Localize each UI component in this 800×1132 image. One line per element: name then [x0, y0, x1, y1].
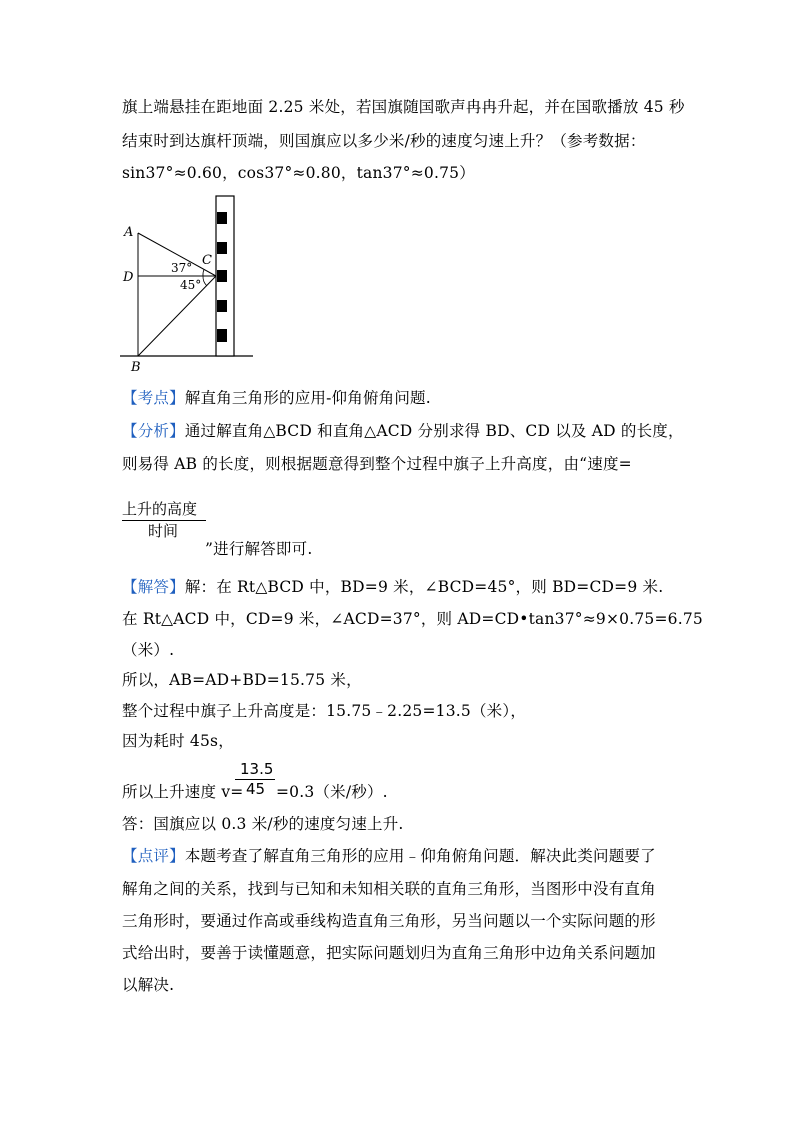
fenxi-frac-denominator: 时间	[148, 522, 179, 540]
jieda-frac-denominator: 45	[246, 780, 266, 798]
flagpole-block-1	[217, 212, 227, 224]
jieda-text-1: 解：在 Rt△BCD 中，BD=9 米，∠BCD=45°，则 BD=CD=9 米.	[184, 578, 664, 596]
jieda-line-2: 在 Rt△ACD 中，CD=9 米，∠ACD=37°，则 AD=CD•tan37°≈9×0.75=6.75	[122, 610, 703, 628]
jieda-line-7-pre: 所以上升速度 v=	[122, 783, 244, 801]
flagpole-block-4	[217, 300, 227, 312]
flagpole-block-3	[217, 270, 227, 282]
label-c: C	[202, 253, 212, 268]
jieda-line-5: 整个过程中旗子上升高度是：15.75﹣2.25=13.5（米），	[122, 702, 527, 720]
jieda-tag: 【解答】	[122, 578, 185, 596]
dianping-line-4: 式给出时，要善于读懂题意，把实际问题划归为直角三角形中边角关系问题加	[122, 944, 656, 962]
problem-line-2: 结束时到达旗杆顶端，则国旗应以多少米/秒的速度匀速上升？（参考数据：	[122, 132, 646, 150]
jieda-frac-numerator: 13.5	[240, 760, 274, 778]
label-b: B	[131, 360, 141, 375]
fenxi-line-2: 则易得 AB 的长度，则根据题意得到整个过程中旗子上升高度，由“速度=	[122, 455, 632, 473]
label-d: D	[123, 270, 134, 285]
dianping-line-2: 解角之间的关系，找到与已知和未知相关联的直角三角形，当图形中没有直角	[122, 880, 656, 898]
flagpole-block-2	[217, 242, 227, 254]
flagpole-block-5	[217, 329, 227, 342]
jieda-line-8: 答：国旗应以 0.3 米/秒的速度匀速上升.	[122, 815, 404, 833]
problem-line-1: 旗上端悬挂在距地面 2.25 米处，若国旗随国歌声冉冉升起，并在国歌播放 45 秒	[122, 98, 685, 116]
jieda-line-1	[122, 577, 663, 597]
segment-bc	[138, 276, 216, 356]
label-angle-45: 45°	[180, 278, 202, 292]
fenxi-frac-bar	[122, 520, 206, 521]
angle-arc-45	[203, 276, 207, 286]
label-a: A	[124, 225, 134, 240]
dianping-text-1: 本题考查了解直角三角形的应用﹣仰角俯角问题．解决此类问题要了	[184, 847, 656, 865]
geometry-figure	[118, 188, 258, 378]
label-angle-37: 37°	[171, 261, 193, 275]
angle-arc-37	[203, 270, 204, 277]
jieda-line-4: 所以，AB=AD+BD=15.75 米，	[122, 671, 362, 689]
kaodian-line	[122, 388, 431, 408]
kaodian-tag: 【考点】	[122, 389, 185, 407]
problem-line-3: sin37°≈0.60，cos37°≈0.80，tan37°≈0.75）	[122, 164, 475, 182]
jieda-line-3: （米）.	[122, 641, 175, 659]
fenxi-line-1	[122, 421, 684, 441]
jieda-line-6: 因为耗时 45s，	[122, 732, 234, 750]
kaodian-text: 解直角三角形的应用-仰角俯角问题.	[184, 389, 431, 407]
fenxi-text-1: 通过解直角△BCD 和直角△ACD 分别求得 BD、CD 以及 AD 的长度，	[184, 422, 684, 440]
dianping-tag: 【点评】	[122, 847, 185, 865]
dianping-line-5: 以解决.	[122, 976, 175, 994]
fenxi-line-3: ”进行解答即可.	[205, 540, 313, 558]
jieda-line-7-post: =0.3（米/秒）.	[276, 783, 388, 801]
dianping-line-1	[122, 846, 656, 866]
fenxi-frac-numerator: 上升的高度	[122, 500, 198, 518]
flagpole-diagram	[118, 188, 258, 378]
fenxi-tag: 【分析】	[122, 422, 185, 440]
dianping-line-3: 三角形时，要通过作高或垂线构造直角三角形，另当问题以一个实际问题的形	[122, 912, 656, 930]
